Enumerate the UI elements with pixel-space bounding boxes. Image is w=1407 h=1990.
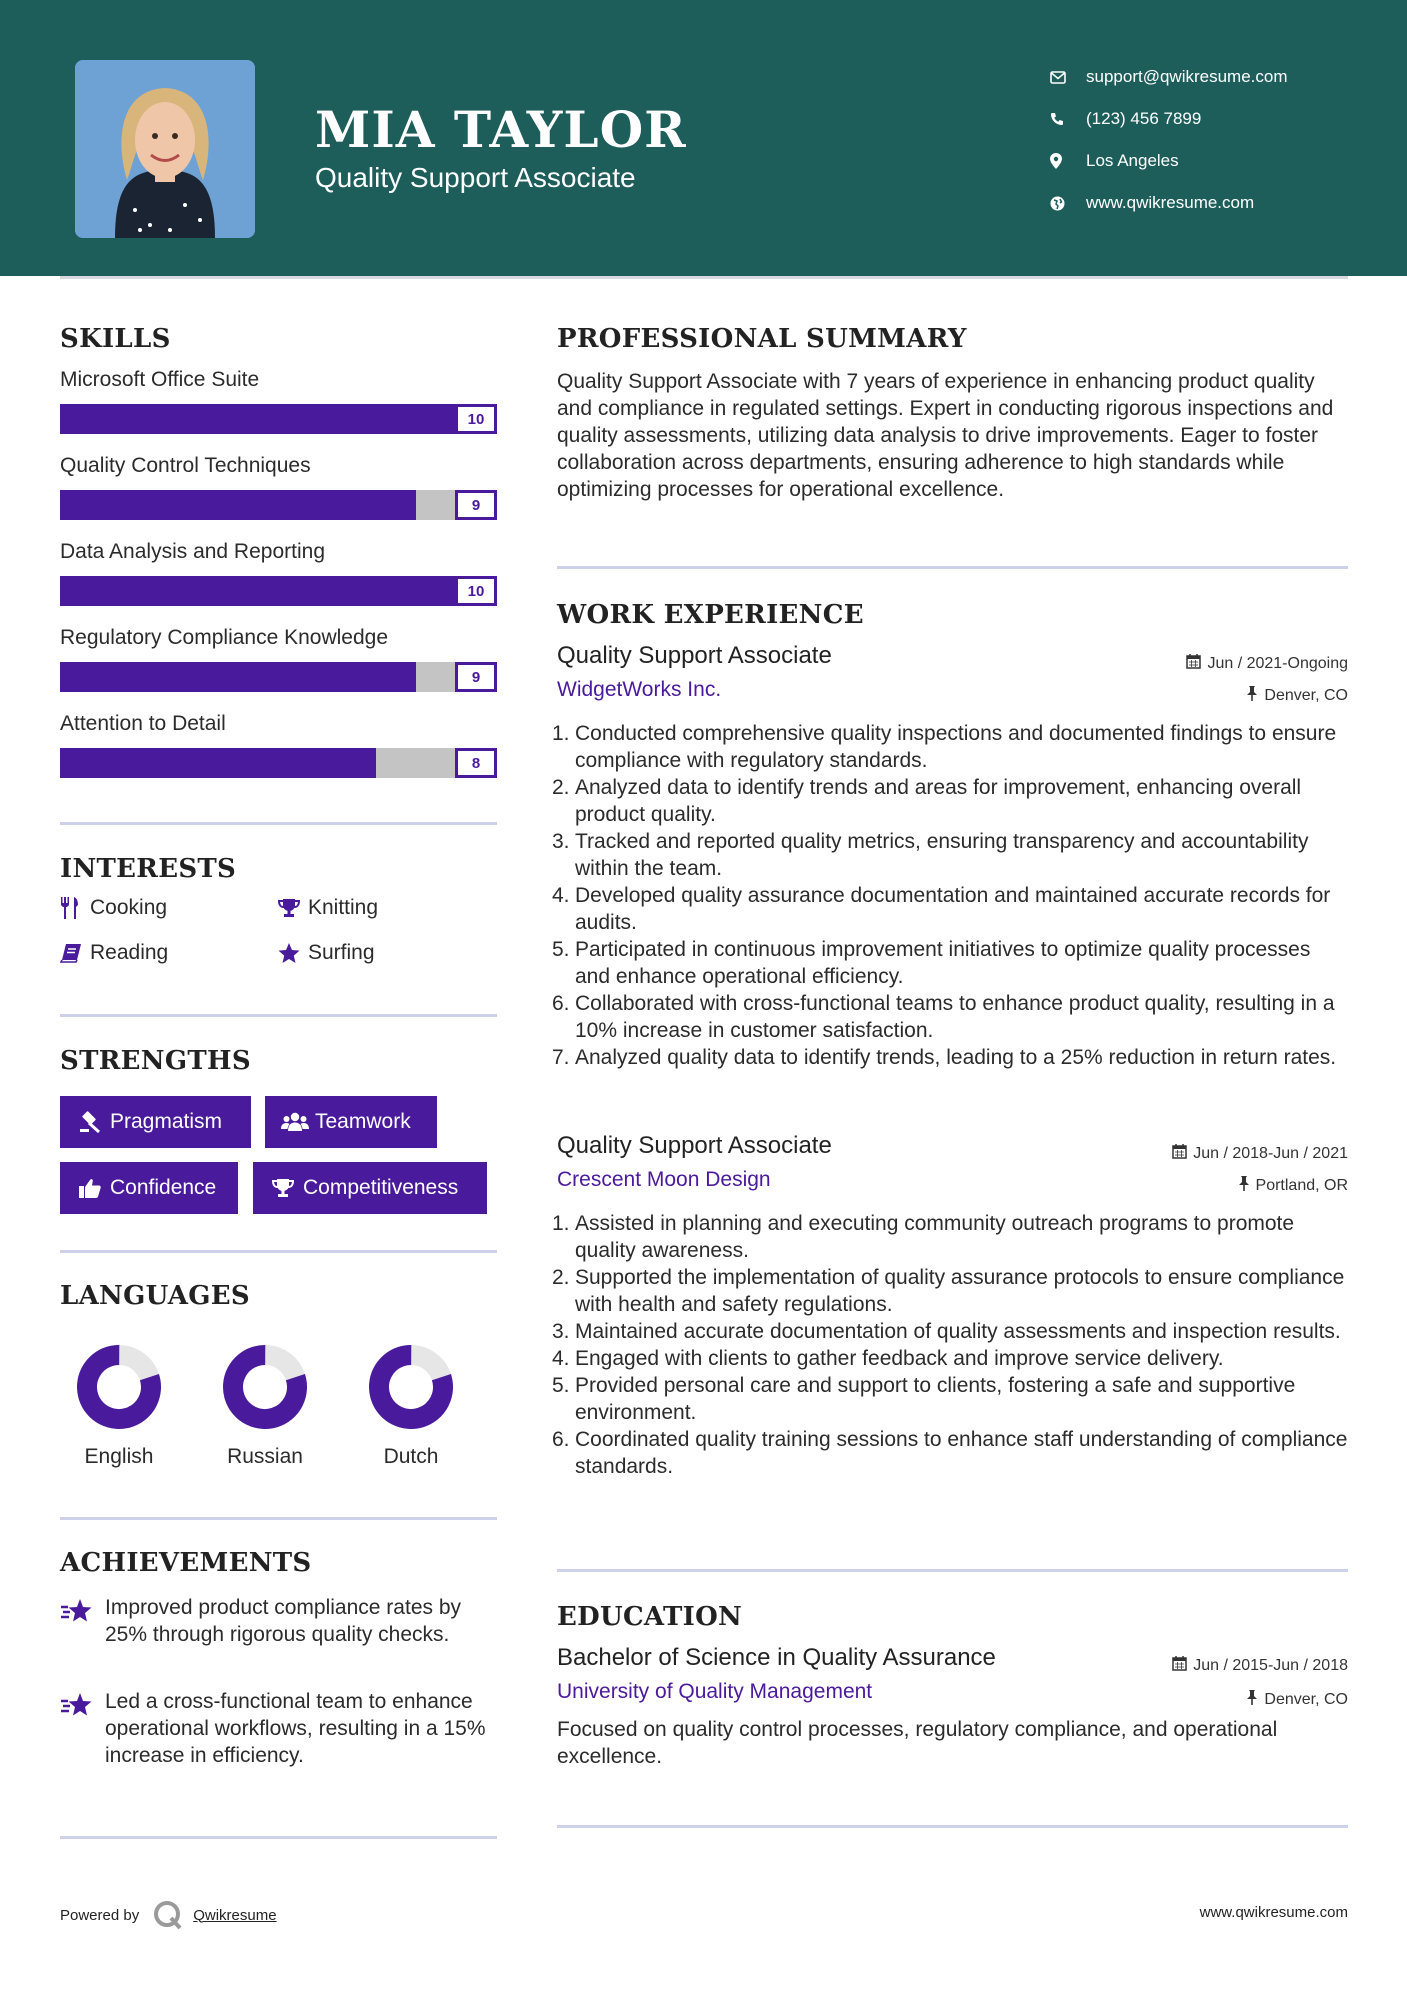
skill-bar [60,662,497,692]
interest-label: Knitting [308,896,379,919]
job-entry [552,1132,1348,1532]
interest-item [278,941,375,965]
skill-item [60,540,497,606]
strength-label: Pragmatism [110,1110,223,1133]
section-divider [60,1517,497,1520]
skill-name: Regulatory Compliance Knowledge [60,626,389,649]
job-location [1238,1176,1348,1196]
education-entry [557,1644,1348,1784]
thumbs-up-icon [72,1178,108,1198]
users-icon [277,1112,313,1132]
language-name: Russian [227,1445,303,1468]
trophy-icon [265,1178,301,1198]
interest-label: Reading [90,941,169,964]
powered-by-text: Powered by [60,1906,140,1924]
section-divider [60,1250,497,1253]
duty-item: 5. Participated in continuous improvement initiatives to optimize quality processes and enhance operational efficiency. [552,938,1311,988]
skill-bar [60,576,497,606]
interest-item [60,941,168,965]
strength-chip [60,1162,238,1214]
language-item [64,1344,174,1469]
skill-bar-fill [60,662,416,692]
location-text: Los Angeles [1086,151,1179,170]
achievement-item [60,1594,497,1648]
duty-item: 5. Provided personal care and support to clients, fostering a safe and supportive environment. [552,1374,1296,1424]
skill-bar [60,490,497,520]
skill-name: Attention to Detail [60,712,226,735]
strength-label: Confidence [110,1176,217,1199]
interest-label: Surfing [308,941,375,964]
company-name: WidgetWorks Inc. [557,678,722,701]
strength-label: Competitiveness [303,1176,459,1199]
education-title: EDUCATION [557,1602,743,1632]
achievement-text: Improved product compliance rates by 25% through rigorous quality checks. [105,1596,462,1646]
interests-title: INTERESTS [60,854,237,884]
achievement-item [60,1688,497,1769]
education-dates [1172,1656,1348,1676]
achievements-title: ACHIEVEMENTS [60,1548,312,1578]
skill-score: 9 [455,662,497,692]
skill-score: 10 [455,404,497,434]
summary-text: Quality Support Associate with 7 years of experience in enhancing product quality and compliance in regulated settings. Expert in conducting rigorous inspections and quality assessments, utilizing data analysis to drive improvements. Eager to foster collaboration across departments, ensuring adherence to high standards while optimizing processes for operational excellence. [557,370,1334,501]
qwikresume-logo-icon [153,1900,183,1930]
left-column [60,0,497,1900]
star-icon [278,943,308,964]
language-name: English [84,1445,154,1468]
strengths-title: STRENGTHS [60,1046,251,1076]
star-icon [60,1594,105,1648]
summary-title: PROFESSIONAL SUMMARY [557,324,967,354]
skill-item [60,368,497,434]
school-name: University of Quality Management [557,1680,873,1703]
language-donut [356,1344,466,1430]
strength-chip [253,1162,487,1214]
duty-item: 6. Collaborated with cross-functional teams to enhance product quality, resulting in a 10% increase in customer satisfaction. [552,992,1335,1042]
skill-score: 9 [455,490,497,520]
skill-bar-fill [60,576,455,606]
skill-name: Microsoft Office Suite [60,368,260,391]
skill-name: Quality Control Techniques [60,454,311,477]
section-divider [557,1569,1348,1572]
phone-text: (123) 456 7899 [1086,109,1202,128]
language-donut [210,1344,320,1430]
calendar-icon [1172,1656,1187,1676]
interest-label: Cooking [90,896,168,919]
duty-item: 3. Maintained accurate documentation of quality assessments and inspection results. [552,1320,1341,1343]
calendar-icon [1186,654,1201,674]
job-dates [1172,1144,1348,1164]
section-divider [557,1825,1348,1828]
duty-item: 7. Analyzed quality data to identify trends, leading to a 25% reduction in return rates. [552,1046,1337,1069]
education-location-text: Denver, CO [1264,1691,1348,1708]
languages-title: LANGUAGES [60,1281,250,1311]
job-title: Quality Support Associate [557,642,832,669]
pushpin-icon [1246,1690,1258,1710]
strength-chip [60,1096,251,1148]
interest-item [60,896,167,920]
section-divider [60,1836,497,1839]
skill-item [60,626,497,692]
section-divider [557,566,1348,569]
degree-title: Bachelor of Science in Quality Assurance [557,1644,996,1671]
education-location [1246,1690,1348,1710]
star-icon [60,1688,105,1769]
pushpin-icon [1238,1176,1250,1196]
strength-chip [265,1096,437,1148]
gavel-icon [72,1111,108,1133]
duty-item: 4. Engaged with clients to gather feedback and improve service delivery. [552,1347,1224,1370]
language-item [356,1344,466,1469]
skill-bar-fill [60,748,376,778]
footer-website[interactable]: www.qwikresume.com [1199,1904,1348,1921]
footer-powered-by [60,1900,277,1930]
company-name: Crescent Moon Design [557,1168,771,1191]
duty-item: 3. Tracked and reported quality metrics, ensuring transparency and accountability within the team. [552,830,1309,880]
job-location-text: Denver, CO [1264,687,1348,704]
language-name: Dutch [383,1445,439,1468]
skill-item [60,712,497,778]
language-donut [64,1344,174,1430]
job-location [1246,686,1348,706]
website-text: www.qwikresume.com [1086,193,1255,212]
skills-title: SKILLS [60,324,171,354]
skill-bar-fill [60,490,416,520]
skill-bar [60,404,497,434]
utensils-icon [60,897,90,919]
job-title: Quality Support Associate [557,1132,832,1159]
language-item [210,1344,320,1469]
duty-item: 4. Developed quality assurance documentation and maintained accurate records for audits. [552,884,1331,934]
email-text: support@qwikresume.com [1086,67,1288,86]
job-location-text: Portland, OR [1255,1177,1348,1194]
job-dates-text: Jun / 2021-Ongoing [1207,655,1348,672]
skill-item [60,454,497,520]
section-divider [60,822,497,825]
candidate-name: MIA TAYLOR [315,100,687,159]
trophy-icon [278,898,308,918]
strength-label: Teamwork [315,1110,411,1133]
job-dates-text: Jun / 2018-Jun / 2021 [1193,1145,1348,1162]
candidate-role: Quality Support Associate [315,162,636,193]
education-dates-text: Jun / 2015-Jun / 2018 [1193,1657,1348,1674]
duty-item: 1. Conducted comprehensive quality inspections and documented findings to ensure compliance with regulatory standards. [552,722,1337,772]
duty-item: 2. Supported the implementation of quality assurance protocols to ensure compliance with health and safety regulations. [552,1266,1345,1316]
job-duties [552,720,1348,1071]
calendar-icon [1172,1144,1187,1164]
skill-name: Data Analysis and Reporting [60,540,325,563]
duty-item: 1. Assisted in planning and executing community outreach programs to promote quality awareness. [552,1212,1295,1262]
section-divider [60,1014,497,1017]
skill-bar [60,748,497,778]
job-dates [1186,654,1348,674]
education-text: Focused on quality control processes, regulatory compliance, and operational excellence. [557,1718,1278,1768]
duty-item: 2. Analyzed data to identify trends and areas for improvement, enhancing overall product quality. [552,776,1302,826]
interest-item [278,896,378,920]
achievement-text: Led a cross-functional team to enhance operational workflows, resulting in a 15% increase in efficiency. [105,1690,486,1767]
skill-score: 10 [455,576,497,606]
skill-score: 8 [455,748,497,778]
qwikresume-link[interactable]: Qwikresume [193,1906,277,1924]
skill-bar-fill [60,404,455,434]
right-column [552,0,1348,1900]
book-icon [60,943,90,963]
duty-item: 6. Coordinated quality training sessions to enhance staff understanding of compliance standards. [552,1428,1348,1478]
experience-title: WORK EXPERIENCE [557,600,864,630]
job-duties [552,1210,1348,1480]
pushpin-icon [1246,686,1258,706]
